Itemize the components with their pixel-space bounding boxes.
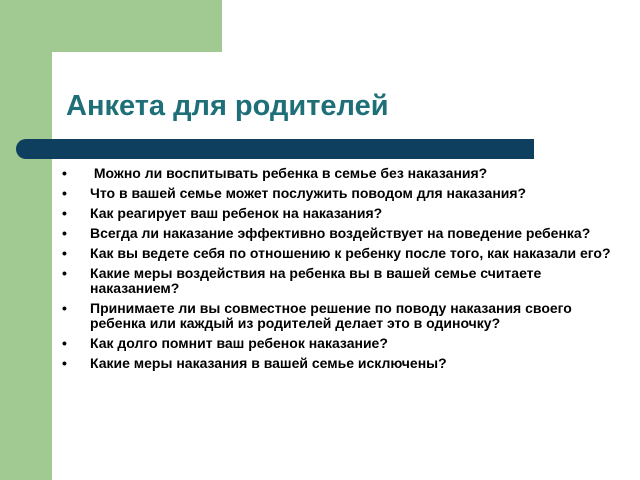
bullet-icon: •: [62, 265, 67, 281]
bullet-icon: •: [62, 245, 67, 261]
slide-title: Анкета для родителей: [66, 90, 389, 122]
list-item: [62, 166, 617, 181]
question-text: Как реагирует ваш ребенок на наказания?: [90, 205, 383, 221]
question-text: Какие меры наказания в вашей семье исключены?: [90, 355, 447, 371]
list-item: [62, 336, 617, 351]
question-text: Как долго помнит ваш ребенок наказание?: [90, 335, 388, 351]
question-text: Можно ли воспитывать ребенка в семье без наказания?: [90, 165, 488, 181]
question-text: Что в вашей семье может послужить поводом для наказания?: [90, 185, 527, 201]
list-item: [62, 356, 617, 371]
bullet-icon: •: [62, 205, 67, 221]
title-underline-bar: [16, 139, 534, 159]
bullet-icon: •: [62, 165, 67, 181]
bullet-icon: •: [62, 335, 67, 351]
list-item: [62, 186, 617, 201]
bullet-icon: •: [62, 185, 67, 201]
question-text: Какие меры воздействия на ребенка вы в вашей семье считаете наказанием?: [90, 265, 546, 296]
question-text: Принимаете ли вы совместное решение по поводу наказания своего ребенка или каждый из родителей делает это в одиночку?: [90, 300, 576, 331]
decorative-green-sidebar: [0, 0, 52, 480]
list-item: [62, 301, 617, 331]
bullet-icon: •: [62, 355, 67, 371]
question-text: Как вы ведете себя по отношению к ребенку после того, как наказали его?: [90, 245, 611, 261]
bullet-icon: •: [62, 225, 67, 241]
question-text: Всегда ли наказание эффективно воздействует на поведение ребенка?: [90, 225, 591, 241]
questionnaire-list: [62, 166, 617, 376]
list-item: [62, 206, 617, 221]
decorative-rounded-corner: [52, 52, 92, 92]
list-item: [62, 246, 617, 261]
decorative-green-header-block: [0, 0, 222, 52]
bullet-icon: •: [62, 300, 67, 316]
list-item: [62, 266, 617, 296]
list-item: [62, 226, 617, 241]
